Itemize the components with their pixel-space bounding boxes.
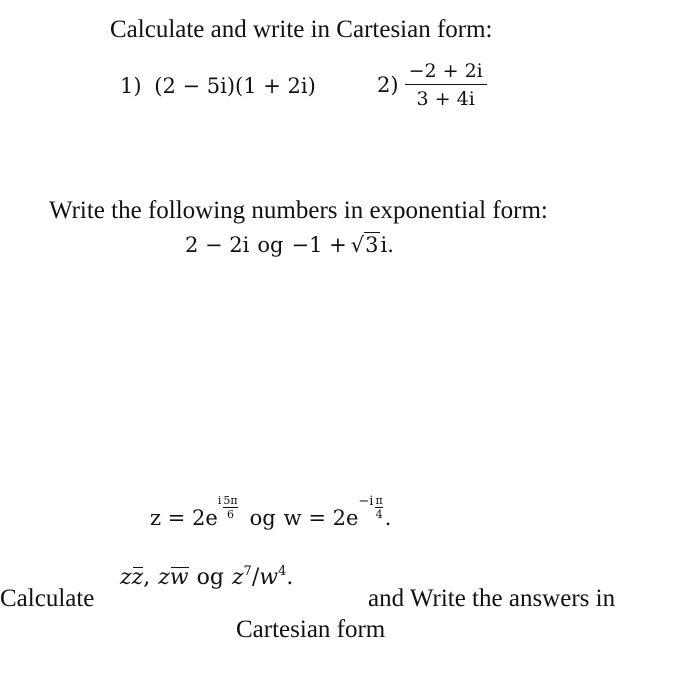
w-exponent-prefix: −i [358,494,374,509]
expr-z-power-exponent: 7 [243,564,252,579]
sqrt-sign-icon: √ [350,233,365,257]
expr-connector-og: og [196,565,224,590]
problem-2-number: 2) [377,73,399,97]
sqrt-radicand: 3 [365,233,379,257]
section1-heading: Calculate and write in Cartesian form: [110,16,493,43]
sqrt-three [351,232,381,257]
expr-end: . [286,565,294,590]
number-two-suffix: i. [380,233,394,257]
expr-comma: , [143,565,151,590]
number-two-prefix: −1 + [291,233,347,257]
expr-z: z [120,565,132,590]
exponential-numbers [185,232,394,257]
expr-z-power-base: z [231,565,244,590]
connector-og: og [257,233,284,257]
z-definition-lhs: z = 2e [150,506,218,530]
problem-2 [377,60,487,110]
expr-w-power-base: w [259,565,279,590]
expr-slash: / [251,565,260,590]
z-exponent-i: i [217,494,222,507]
task-suffix-line2: Cartesian form [236,616,386,643]
task-expressions [120,565,293,590]
problem-1 [120,74,316,98]
w-definition-lhs: w = 2e [283,506,359,530]
expr-w-conjugate: w [169,565,189,590]
problem-1-expression: (2 − 5i)(1 + 2i) [154,74,316,98]
expr-z-conjugate: z [131,565,144,590]
problem-2-fraction [405,60,487,110]
section2-heading: Write the following numbers in exponential form: [49,197,548,224]
task-suffix: and Write the answers in [368,585,616,612]
expr-w-power-exponent: 4 [278,564,287,579]
number-one: 2 − 2i [185,233,250,257]
task-prefix: Calculate [0,585,95,612]
z-exponent-numerator: 5π [223,494,238,507]
expr-z2: z [158,565,170,590]
w-exponent-numerator: π [375,494,383,507]
w-exponent-denominator: 4 [375,508,383,521]
z-exponent [218,495,238,520]
definitions-connector-og: og [249,506,276,530]
definitions-end: . [384,506,392,530]
problem-2-denominator: 3 + 4i [416,88,475,110]
z-w-definitions [150,494,392,530]
z-exponent-denominator: 6 [226,508,234,521]
problem-1-number: 1) [120,74,142,98]
w-exponent [358,495,382,520]
problem-2-numerator: −2 + 2i [408,60,483,82]
